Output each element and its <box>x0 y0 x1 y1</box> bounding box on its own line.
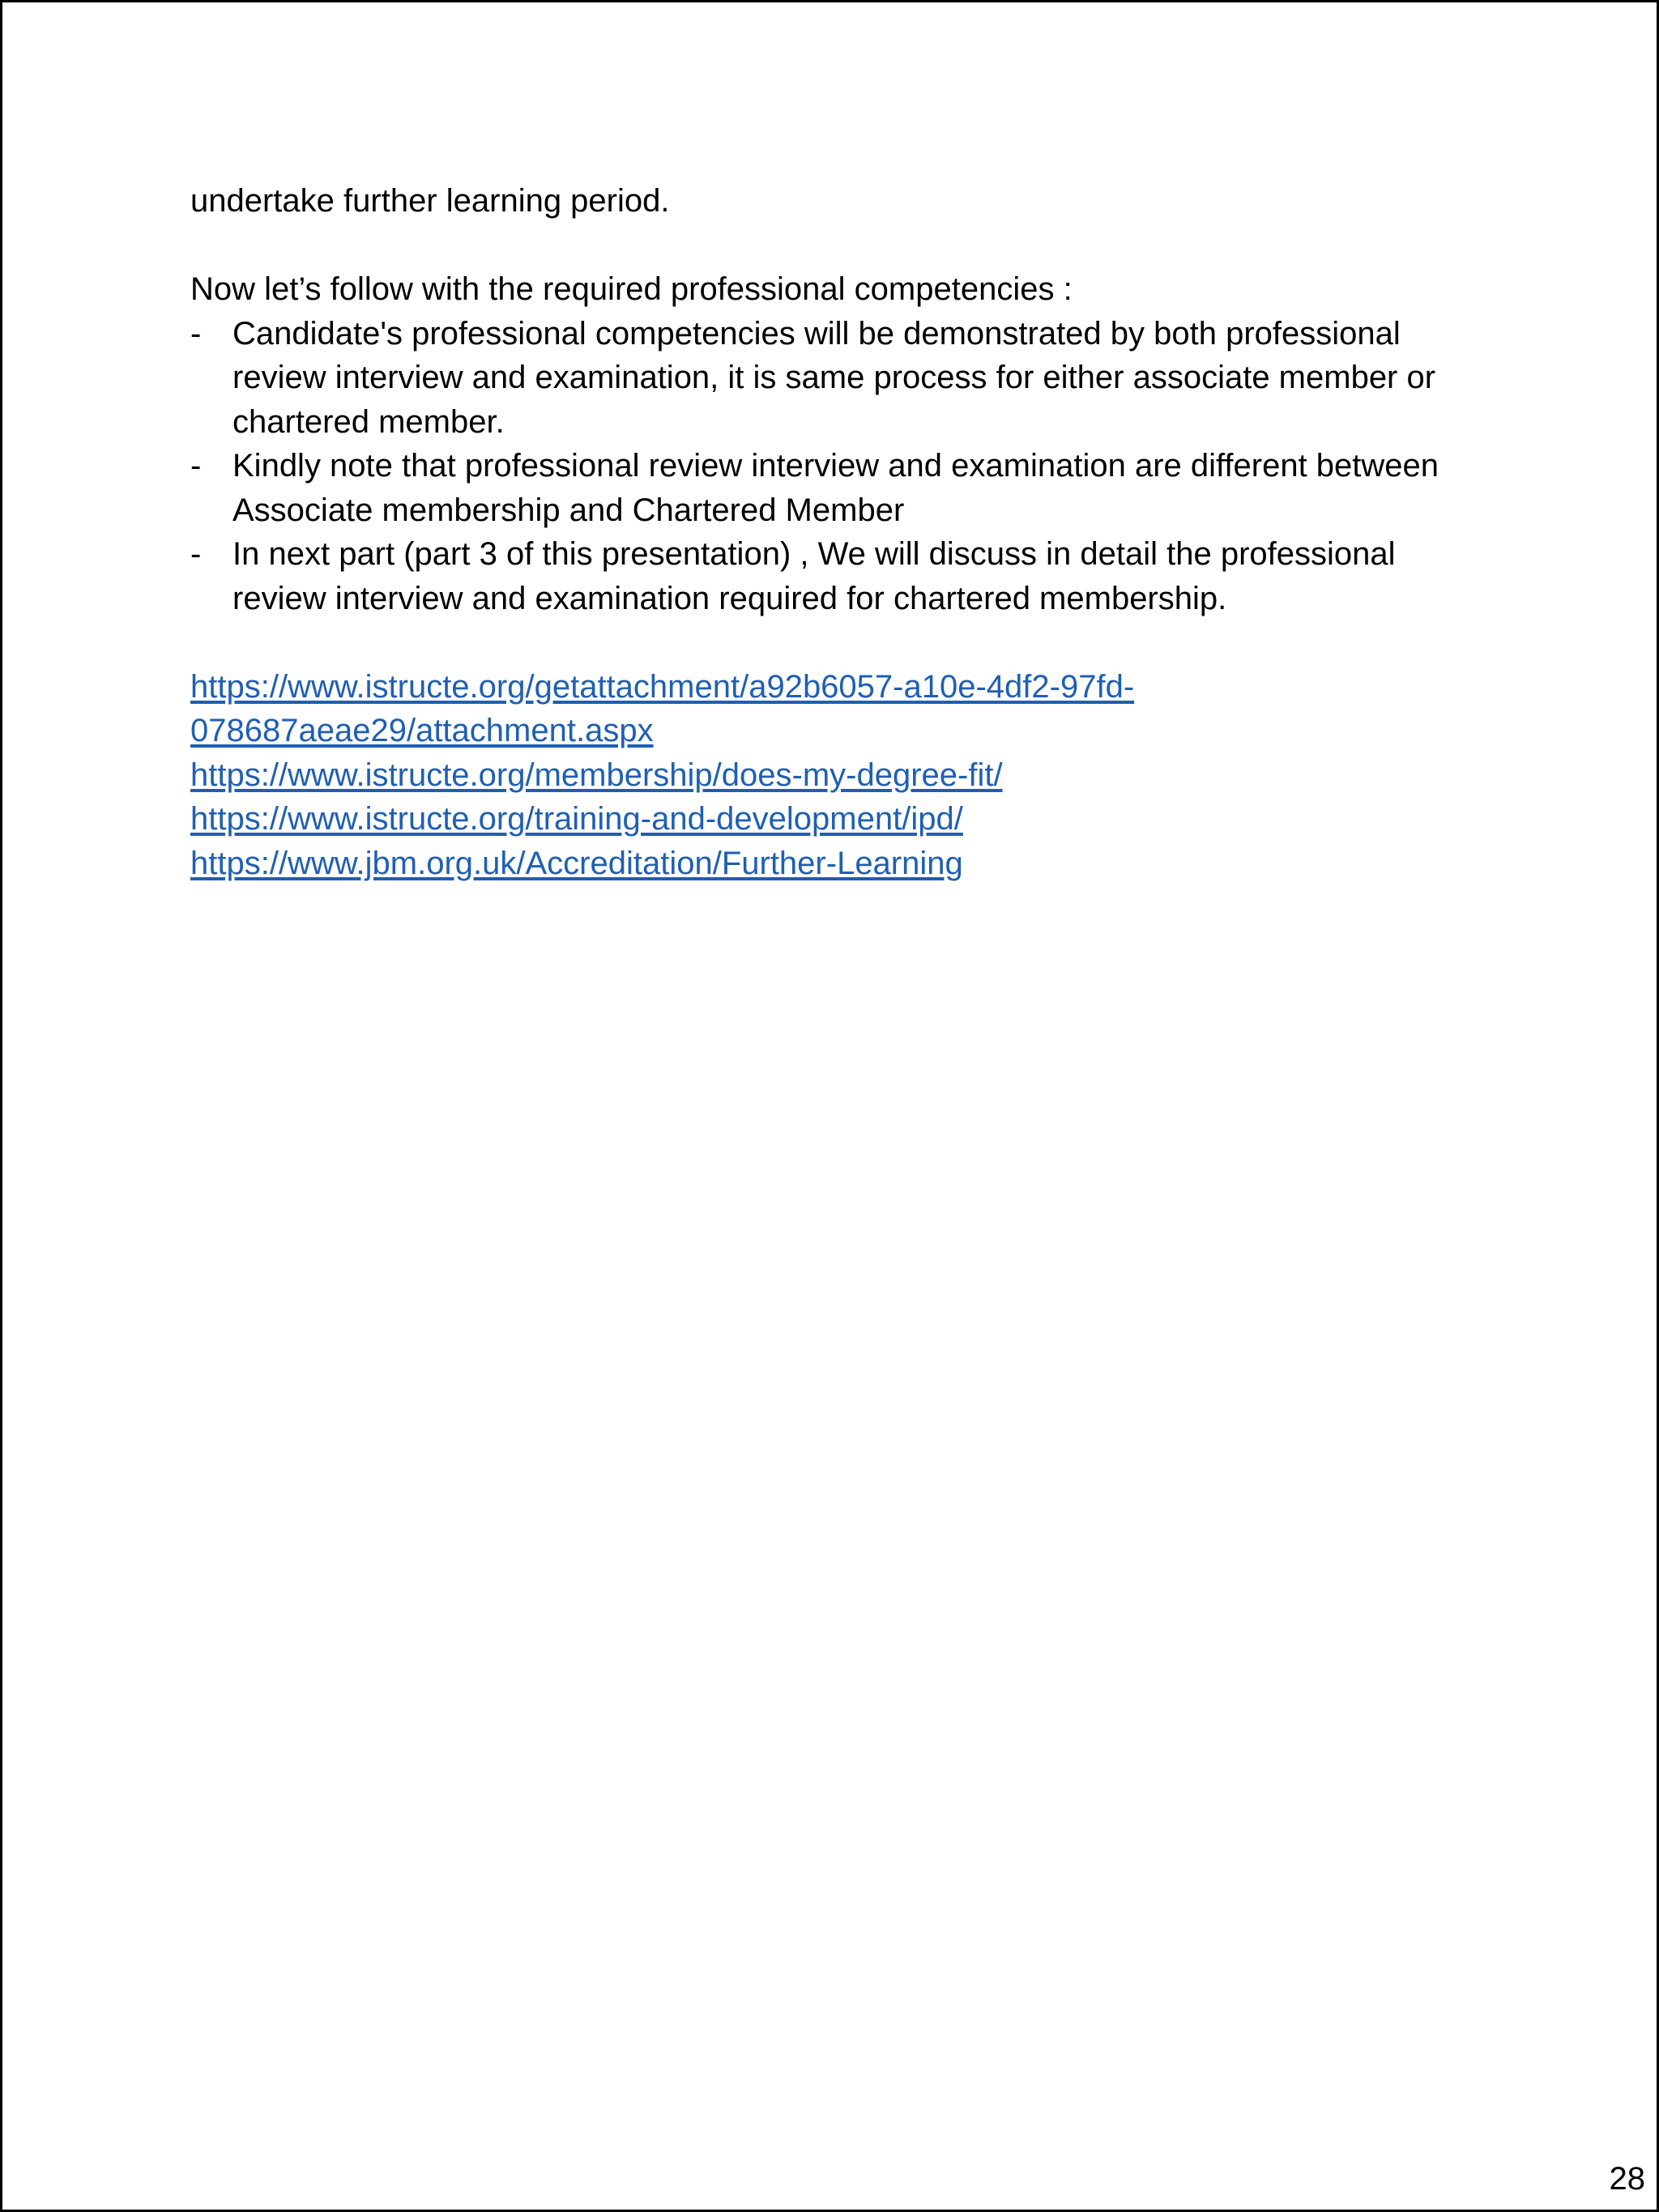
list-item <box>190 312 1503 445</box>
list-item-text: Candidate's professional competencies will be demonstrated by both professional review interview and examination, it is same process for either associate member or chartered member. <box>232 315 1436 440</box>
list-marker: - <box>190 536 202 572</box>
list-item-text: In next part (part 3 of this presentation) , We will discuss in detail the professional review interview and examination required for chartered membership. <box>232 536 1396 616</box>
paragraph-spacer <box>190 224 1503 268</box>
list-item <box>190 444 1503 532</box>
list-item <box>190 532 1503 620</box>
link-jbm-further-learning[interactable]: https://www.jbm.org.uk/Accreditation/Further-Learning <box>190 845 963 881</box>
list-marker: - <box>190 315 202 352</box>
link-istructe-attachment[interactable] <box>190 665 1503 753</box>
page-number: 28 <box>1609 2161 1645 2197</box>
paragraph-spacer <box>190 620 1503 665</box>
page-content <box>190 179 1503 885</box>
continued-text: undertake further learning period. <box>190 183 670 219</box>
link-istructe-degree-fit[interactable]: https://www.istructe.org/membership/does-my-degree-fit/ <box>190 757 1003 793</box>
link-text-line-2: 078687aeae29/attachment.aspx <box>190 713 654 748</box>
list-marker: - <box>190 448 202 484</box>
competency-list <box>190 312 1503 621</box>
link-istructe-ipd[interactable]: https://www.istructe.org/training-and-development/ipd/ <box>190 801 963 837</box>
section-lead: Now let’s follow with the required professional competencies : <box>190 271 1073 307</box>
reference-links <box>190 665 1503 886</box>
link-text-line-1: https://www.istructe.org/getattachment/a92b6057-a10e-4df2-97fd- <box>190 668 1135 705</box>
list-item-text: Kindly note that professional review interview and examination are different between Associate membership and Chartered Member <box>232 448 1439 528</box>
